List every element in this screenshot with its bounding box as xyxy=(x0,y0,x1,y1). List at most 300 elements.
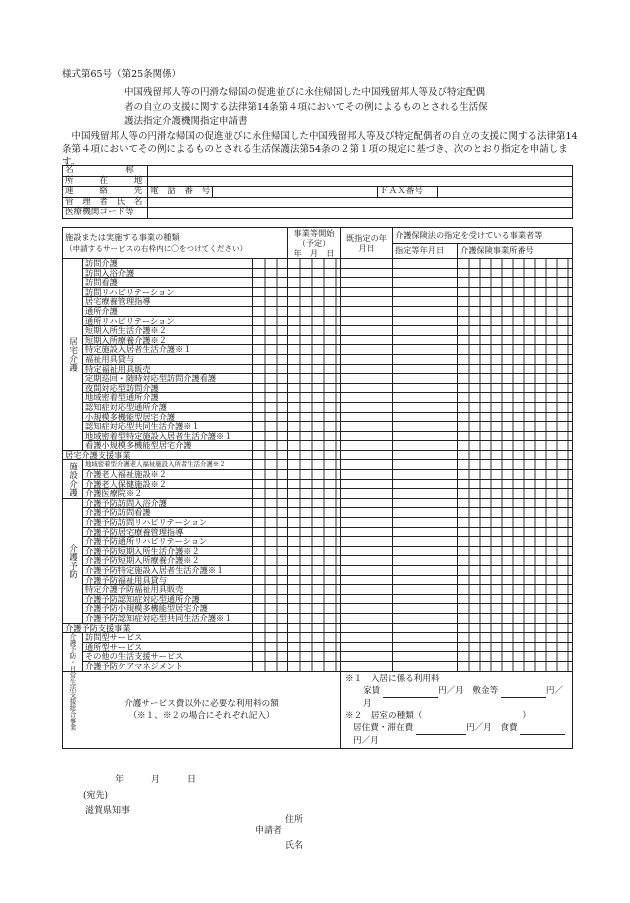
designated-date-cell[interactable] xyxy=(341,527,393,537)
designated-date-cell[interactable] xyxy=(341,354,393,364)
start-date-cell[interactable] xyxy=(288,566,341,576)
service-name: 介護予防訪問リハビリテーション xyxy=(83,518,253,528)
insurance-date-cell[interactable] xyxy=(393,604,458,614)
service-name: 介護予防認知症対応型共同生活介護※１ xyxy=(83,613,253,623)
check-cell[interactable] xyxy=(253,450,288,460)
designated-date-cell[interactable] xyxy=(341,278,393,288)
designated-date-cell[interactable] xyxy=(341,566,393,576)
insurance-number-cell[interactable] xyxy=(458,278,573,288)
check-cell[interactable] xyxy=(253,259,288,269)
address-label: 住所 xyxy=(285,815,304,825)
insurance-date-cell[interactable] xyxy=(393,460,458,470)
start-date-cell[interactable] xyxy=(288,537,341,547)
insurance-date-cell[interactable] xyxy=(393,278,458,288)
check-cell[interactable] xyxy=(253,354,288,364)
start-date-cell[interactable] xyxy=(288,661,341,671)
service-row xyxy=(63,297,573,307)
check-cell[interactable] xyxy=(253,498,288,508)
insurance-date-cell[interactable] xyxy=(393,412,458,422)
label-manager: 管 理 者 氏 名 xyxy=(63,197,148,208)
label-contact: 連 絡 先 xyxy=(63,187,148,198)
check-cell[interactable] xyxy=(253,297,288,307)
start-date-cell[interactable] xyxy=(288,326,341,336)
header-services: 施設または実施する事業の種類 （申請するサービスの右枠内に〇をつけてください） xyxy=(63,228,288,259)
service-name: 福祉用具貸与 xyxy=(83,354,253,364)
designated-date-cell[interactable] xyxy=(341,585,393,595)
designated-date-cell[interactable] xyxy=(341,326,393,336)
service-row xyxy=(63,278,573,288)
service-name: 地域密着型通所介護 xyxy=(83,393,253,403)
insurance-date-cell[interactable] xyxy=(393,268,458,278)
service-row xyxy=(63,402,573,412)
start-date-cell[interactable] xyxy=(288,556,341,566)
service-name: 介護予防居宅療養管理指導 xyxy=(83,527,253,537)
check-cell[interactable] xyxy=(253,412,288,422)
start-date-cell[interactable] xyxy=(288,422,341,432)
label-fax: ＦＡＸ番号 xyxy=(378,187,438,198)
start-date-cell[interactable] xyxy=(288,585,341,595)
service-name: 介護予防訪問入浴介護 xyxy=(83,498,253,508)
insurance-number-cell[interactable] xyxy=(458,479,573,489)
designated-date-cell[interactable] xyxy=(341,546,393,556)
designated-date-cell[interactable] xyxy=(341,393,393,403)
start-date-cell[interactable] xyxy=(288,402,341,412)
designated-date-cell[interactable] xyxy=(341,633,393,643)
check-cell[interactable] xyxy=(253,374,288,384)
insurance-date-cell[interactable] xyxy=(393,508,458,518)
insurance-number-cell[interactable] xyxy=(458,326,573,336)
designated-date-cell[interactable] xyxy=(341,383,393,393)
service-name: 訪問入浴介護 xyxy=(83,268,253,278)
designated-date-cell[interactable] xyxy=(341,518,393,528)
check-cell[interactable] xyxy=(253,345,288,355)
service-name: 介護予防特定施設入居者生活介護※１ xyxy=(83,566,253,576)
insurance-number-cell[interactable] xyxy=(458,383,573,393)
start-date-cell[interactable] xyxy=(288,470,341,480)
service-name: 介護予防通所リハビリテーション xyxy=(83,537,253,547)
start-date-cell[interactable] xyxy=(288,297,341,307)
insurance-number-cell[interactable] xyxy=(458,297,573,307)
insurance-date-cell[interactable] xyxy=(393,594,458,604)
check-cell[interactable] xyxy=(253,306,288,316)
designated-date-cell[interactable] xyxy=(341,652,393,662)
insurance-number-cell[interactable] xyxy=(458,287,573,297)
service-row xyxy=(63,259,573,269)
service-row xyxy=(63,306,573,316)
start-date-cell[interactable] xyxy=(288,345,341,355)
designated-date-cell[interactable] xyxy=(341,460,393,470)
start-date-cell[interactable] xyxy=(288,287,341,297)
start-date-cell[interactable] xyxy=(288,498,341,508)
insurance-number-cell[interactable] xyxy=(458,498,573,508)
insurance-number-cell[interactable] xyxy=(458,623,573,633)
check-cell[interactable] xyxy=(253,518,288,528)
start-date-cell[interactable] xyxy=(288,335,341,345)
check-cell[interactable] xyxy=(253,566,288,576)
insurance-number-cell[interactable] xyxy=(458,508,573,518)
check-cell[interactable] xyxy=(253,556,288,566)
service-row xyxy=(63,326,573,336)
insurance-date-cell[interactable] xyxy=(393,393,458,403)
insurance-date-cell[interactable] xyxy=(393,633,458,643)
insurance-date-cell[interactable] xyxy=(393,537,458,547)
label-facility-code: 医療機関コード等 xyxy=(63,208,148,219)
insurance-number-cell[interactable] xyxy=(458,527,573,537)
designated-date-cell[interactable] xyxy=(341,661,393,671)
insurance-number-cell[interactable] xyxy=(458,412,573,422)
service-row xyxy=(63,470,573,480)
service-row xyxy=(63,441,573,451)
start-date-cell[interactable] xyxy=(288,652,341,662)
service-row xyxy=(63,652,573,662)
insurance-date-cell[interactable] xyxy=(393,354,458,364)
header-designated-date: 既指定の年月日 xyxy=(341,228,393,259)
service-row xyxy=(63,374,573,384)
insurance-date-cell[interactable] xyxy=(393,374,458,384)
service-name: 介護予防認知症対応型通所介護 xyxy=(83,594,253,604)
start-date-cell[interactable] xyxy=(288,431,341,441)
start-date-cell[interactable] xyxy=(288,316,341,326)
phone-field[interactable] xyxy=(213,187,378,198)
insurance-number-cell[interactable] xyxy=(458,613,573,623)
start-date-cell[interactable] xyxy=(288,604,341,614)
designated-date-cell[interactable] xyxy=(341,613,393,623)
service-row xyxy=(63,518,573,528)
stay-fee-input[interactable] xyxy=(416,722,466,735)
insurance-date-cell[interactable] xyxy=(393,613,458,623)
designated-date-cell[interactable] xyxy=(341,306,393,316)
start-date-cell[interactable] xyxy=(288,278,341,288)
check-cell[interactable] xyxy=(253,652,288,662)
start-date-cell[interactable] xyxy=(288,393,341,403)
service-name: 通所リハビリテーション xyxy=(83,316,253,326)
insurance-number-cell[interactable] xyxy=(458,450,573,460)
room-type-input[interactable] xyxy=(422,710,522,722)
form-number: 様式第65号（第25条関係） xyxy=(62,69,182,80)
insurance-date-cell[interactable] xyxy=(393,335,458,345)
start-date-cell[interactable] xyxy=(288,613,341,623)
insurance-number-cell[interactable] xyxy=(458,259,573,269)
insurance-date-cell[interactable] xyxy=(393,326,458,336)
service-name: 夜間対応型訪問介護 xyxy=(83,383,253,393)
insurance-date-cell[interactable] xyxy=(393,306,458,316)
insurance-date-cell[interactable] xyxy=(393,259,458,269)
service-row xyxy=(63,537,573,547)
facility-code-field[interactable] xyxy=(148,208,573,219)
manager-field[interactable] xyxy=(148,197,573,208)
insurance-date-cell[interactable] xyxy=(393,287,458,297)
insurance-number-cell[interactable] xyxy=(458,652,573,662)
service-name: 介護医療院※２ xyxy=(83,489,253,499)
insurance-date-cell[interactable] xyxy=(393,623,458,633)
header-start-date: 事業等開始（予定） 年 月 日 xyxy=(288,228,341,259)
start-date-cell[interactable] xyxy=(288,354,341,364)
insurance-date-cell[interactable] xyxy=(393,642,458,652)
insurance-number-cell[interactable] xyxy=(458,556,573,566)
insurance-date-cell[interactable] xyxy=(393,489,458,499)
check-cell[interactable] xyxy=(253,661,288,671)
service-name: 特定介護予防福祉用具販売 xyxy=(83,585,253,595)
service-row xyxy=(63,661,573,671)
start-date-cell[interactable] xyxy=(288,546,341,556)
check-cell[interactable] xyxy=(253,594,288,604)
service-name: 短期入所療養介護※２ xyxy=(83,335,253,345)
designated-date-cell[interactable] xyxy=(341,498,393,508)
start-date-cell[interactable] xyxy=(288,460,341,470)
insurance-date-cell[interactable] xyxy=(393,585,458,595)
intro-text: 中国残留邦人等の円滑な帰国の促進並びに永住帰国した中国残留邦人等及び特定配偶者の自立の支援に関する法律第14条第４項においてその例によるものとされる生活保護法第54条の２第１項の規定に基づき、次のとおり指定を申請します。 xyxy=(62,131,578,168)
service-name: 介護予防訪問看護 xyxy=(83,508,253,518)
insurance-date-cell[interactable] xyxy=(393,345,458,355)
service-name: 地域密着型特定施設入居者生活介護※１ xyxy=(83,431,253,441)
addressee: 滋賀県知事 xyxy=(85,806,131,816)
insurance-date-cell[interactable] xyxy=(393,441,458,451)
insurance-date-cell[interactable] xyxy=(393,431,458,441)
designated-date-cell[interactable] xyxy=(341,479,393,489)
insurance-number-cell[interactable] xyxy=(458,374,573,384)
insurance-date-cell[interactable] xyxy=(393,575,458,585)
designated-date-cell[interactable] xyxy=(341,575,393,585)
check-cell[interactable] xyxy=(253,623,288,633)
applicant-table xyxy=(62,165,573,219)
insurance-number-cell[interactable] xyxy=(458,518,573,528)
start-date-cell[interactable] xyxy=(288,518,341,528)
insurance-number-cell[interactable] xyxy=(458,402,573,412)
insurance-number-cell[interactable] xyxy=(458,316,573,326)
fee-details: ※１ 入居に係る利用料 家賃 円／月 敷金等 円／月 ※２ 居室の種類（ ） 居住費・滞在費 円／月 食費 円／月 xyxy=(341,671,573,748)
label-name: 名 称 xyxy=(63,166,148,177)
deposit-input[interactable] xyxy=(501,685,546,698)
service-name: 介護老人保健施設※２ xyxy=(83,479,253,489)
check-cell[interactable] xyxy=(253,470,288,480)
check-cell[interactable] xyxy=(253,613,288,623)
check-cell[interactable] xyxy=(253,508,288,518)
group-label: 施設介護 xyxy=(63,460,83,498)
check-cell[interactable] xyxy=(253,575,288,585)
designated-date-cell[interactable] xyxy=(341,489,393,499)
insurance-number-cell[interactable] xyxy=(458,393,573,403)
insurance-number-cell[interactable] xyxy=(458,642,573,652)
insurance-number-cell[interactable] xyxy=(458,470,573,480)
check-cell[interactable] xyxy=(253,479,288,489)
check-cell[interactable] xyxy=(253,383,288,393)
check-cell[interactable] xyxy=(253,585,288,595)
insurance-number-cell[interactable] xyxy=(458,585,573,595)
check-cell[interactable] xyxy=(253,326,288,336)
designated-date-cell[interactable] xyxy=(341,431,393,441)
insurance-date-cell[interactable] xyxy=(393,566,458,576)
check-cell[interactable] xyxy=(253,489,288,499)
insurance-number-cell[interactable] xyxy=(458,594,573,604)
designated-date-cell[interactable] xyxy=(341,642,393,652)
check-cell[interactable] xyxy=(253,441,288,451)
start-date-cell[interactable] xyxy=(288,374,341,384)
service-name: 通所型サービス xyxy=(83,642,253,652)
designated-date-cell[interactable] xyxy=(341,259,393,269)
check-cell[interactable] xyxy=(253,287,288,297)
start-date-cell[interactable] xyxy=(288,259,341,269)
insurance-number-cell[interactable] xyxy=(458,575,573,585)
start-date-cell[interactable] xyxy=(288,633,341,643)
check-cell[interactable] xyxy=(253,268,288,278)
start-date-cell[interactable] xyxy=(288,575,341,585)
insurance-date-cell[interactable] xyxy=(393,422,458,432)
designated-date-cell[interactable] xyxy=(341,335,393,345)
start-date-cell[interactable] xyxy=(288,306,341,316)
service-row xyxy=(63,393,573,403)
designated-date-cell[interactable] xyxy=(341,623,393,633)
designated-date-cell[interactable] xyxy=(341,345,393,355)
rent-input[interactable] xyxy=(383,685,438,698)
service-row xyxy=(63,354,573,364)
header-insurance-date: 指定等年月日 xyxy=(393,243,458,259)
insurance-date-cell[interactable] xyxy=(393,383,458,393)
check-cell[interactable] xyxy=(253,604,288,614)
fax-field[interactable] xyxy=(438,187,573,198)
insurance-date-cell[interactable] xyxy=(393,316,458,326)
insurance-number-cell[interactable] xyxy=(458,604,573,614)
check-cell[interactable] xyxy=(253,527,288,537)
insurance-number-cell[interactable] xyxy=(458,633,573,643)
insurance-date-cell[interactable] xyxy=(393,498,458,508)
start-date-cell[interactable] xyxy=(288,412,341,422)
start-date-cell[interactable] xyxy=(288,527,341,537)
service-row xyxy=(63,613,573,623)
start-date-cell[interactable] xyxy=(288,508,341,518)
insurance-number-cell[interactable] xyxy=(458,441,573,451)
check-cell[interactable] xyxy=(253,537,288,547)
date-line: 年 月 日 xyxy=(115,775,197,785)
form-title: 中国残留邦人等の円滑な帰国の促進並びに永住帰国した中国残留邦人等及び特定配偶 者の自立の支援に関する法律第14条第４項においてその例によるものとされる生活保 護法指定介護機関指定申請書 xyxy=(124,87,488,127)
designated-date-cell[interactable] xyxy=(341,441,393,451)
service-name: 看護小規模多機能型居宅介護 xyxy=(83,441,253,451)
insurance-date-cell[interactable] xyxy=(393,527,458,537)
insurance-number-cell[interactable] xyxy=(458,566,573,576)
insurance-date-cell[interactable] xyxy=(393,470,458,480)
designated-date-cell[interactable] xyxy=(341,268,393,278)
fee-row xyxy=(63,671,573,748)
check-cell[interactable] xyxy=(253,546,288,556)
check-cell[interactable] xyxy=(253,402,288,412)
start-date-cell[interactable] xyxy=(288,268,341,278)
service-name: 介護予防小規模多機能型居宅介護 xyxy=(83,604,253,614)
insurance-date-cell[interactable] xyxy=(393,479,458,489)
insurance-number-cell[interactable] xyxy=(458,306,573,316)
start-date-cell[interactable] xyxy=(288,479,341,489)
designated-date-cell[interactable] xyxy=(341,556,393,566)
check-cell[interactable] xyxy=(253,422,288,432)
insurance-date-cell[interactable] xyxy=(393,546,458,556)
check-cell[interactable] xyxy=(253,642,288,652)
designated-date-cell[interactable] xyxy=(341,374,393,384)
designated-date-cell[interactable] xyxy=(341,364,393,374)
group-label: 介護予防・日常生活支援総合事業 xyxy=(63,633,83,671)
insurance-date-cell[interactable] xyxy=(393,297,458,307)
insurance-number-cell[interactable] xyxy=(458,422,573,432)
designated-date-cell[interactable] xyxy=(341,297,393,307)
name-field[interactable] xyxy=(148,166,573,177)
check-cell[interactable] xyxy=(253,460,288,470)
check-cell[interactable] xyxy=(253,633,288,643)
start-date-cell[interactable] xyxy=(288,441,341,451)
service-row xyxy=(63,422,573,432)
insurance-number-cell[interactable] xyxy=(458,364,573,374)
start-date-cell[interactable] xyxy=(288,489,341,499)
start-date-cell[interactable] xyxy=(288,642,341,652)
service-name: その他の生活支援サービス xyxy=(83,652,253,662)
designated-date-cell[interactable] xyxy=(341,402,393,412)
insurance-number-cell[interactable] xyxy=(458,489,573,499)
designated-date-cell[interactable] xyxy=(341,594,393,604)
meal-fee-input[interactable] xyxy=(520,722,565,735)
insurance-number-cell[interactable] xyxy=(458,537,573,547)
start-date-cell[interactable] xyxy=(288,594,341,604)
insurance-number-cell[interactable] xyxy=(458,335,573,345)
service-name: 通所介護 xyxy=(83,306,253,316)
service-row xyxy=(63,585,573,595)
designated-date-cell[interactable] xyxy=(341,537,393,547)
check-cell[interactable] xyxy=(253,364,288,374)
insurance-number-cell[interactable] xyxy=(458,546,573,556)
insurance-date-cell[interactable] xyxy=(393,518,458,528)
designated-date-cell[interactable] xyxy=(341,508,393,518)
designated-date-cell[interactable] xyxy=(341,422,393,432)
check-cell[interactable] xyxy=(253,316,288,326)
designated-date-cell[interactable] xyxy=(341,412,393,422)
designated-date-cell[interactable] xyxy=(341,287,393,297)
service-row xyxy=(63,450,573,460)
check-cell[interactable] xyxy=(253,393,288,403)
start-date-cell[interactable] xyxy=(288,623,341,633)
insurance-number-cell[interactable] xyxy=(458,345,573,355)
designated-date-cell[interactable] xyxy=(341,450,393,460)
insurance-date-cell[interactable] xyxy=(393,661,458,671)
insurance-date-cell[interactable] xyxy=(393,402,458,412)
service-name: 介護予防ケアマネジメント xyxy=(83,661,253,671)
insurance-date-cell[interactable] xyxy=(393,556,458,566)
start-date-cell[interactable] xyxy=(288,450,341,460)
designated-date-cell[interactable] xyxy=(341,470,393,480)
service-name: 特定施設入居者生活介護※１ xyxy=(83,345,253,355)
service-name: 介護予防短期入所療養介護※２ xyxy=(83,556,253,566)
name-label: 氏名 xyxy=(285,841,304,851)
location-field[interactable] xyxy=(148,176,573,187)
insurance-date-cell[interactable] xyxy=(393,450,458,460)
service-name: 介護老人福祉施設※２ xyxy=(83,470,253,480)
header-insurance: 介護保険法の指定を受けている事業者等 xyxy=(393,228,573,244)
insurance-number-cell[interactable] xyxy=(458,268,573,278)
service-row xyxy=(63,566,573,576)
services-table xyxy=(62,227,573,749)
header-insurance-number: 介護保険事業所番号 xyxy=(458,243,573,259)
check-cell[interactable] xyxy=(253,278,288,288)
start-date-cell[interactable] xyxy=(288,383,341,393)
designated-date-cell[interactable] xyxy=(341,604,393,614)
insurance-date-cell[interactable] xyxy=(393,652,458,662)
start-date-cell[interactable] xyxy=(288,364,341,374)
insurance-number-cell[interactable] xyxy=(458,460,573,470)
insurance-number-cell[interactable] xyxy=(458,431,573,441)
service-name: 訪問看護 xyxy=(83,278,253,288)
insurance-number-cell[interactable] xyxy=(458,354,573,364)
applicant-label: 申請者 xyxy=(255,826,283,836)
check-cell[interactable] xyxy=(253,431,288,441)
service-name: 訪問介護 xyxy=(83,259,253,269)
designated-date-cell[interactable] xyxy=(341,316,393,326)
insurance-number-cell[interactable] xyxy=(458,661,573,671)
check-cell[interactable] xyxy=(253,335,288,345)
insurance-date-cell[interactable] xyxy=(393,364,458,374)
